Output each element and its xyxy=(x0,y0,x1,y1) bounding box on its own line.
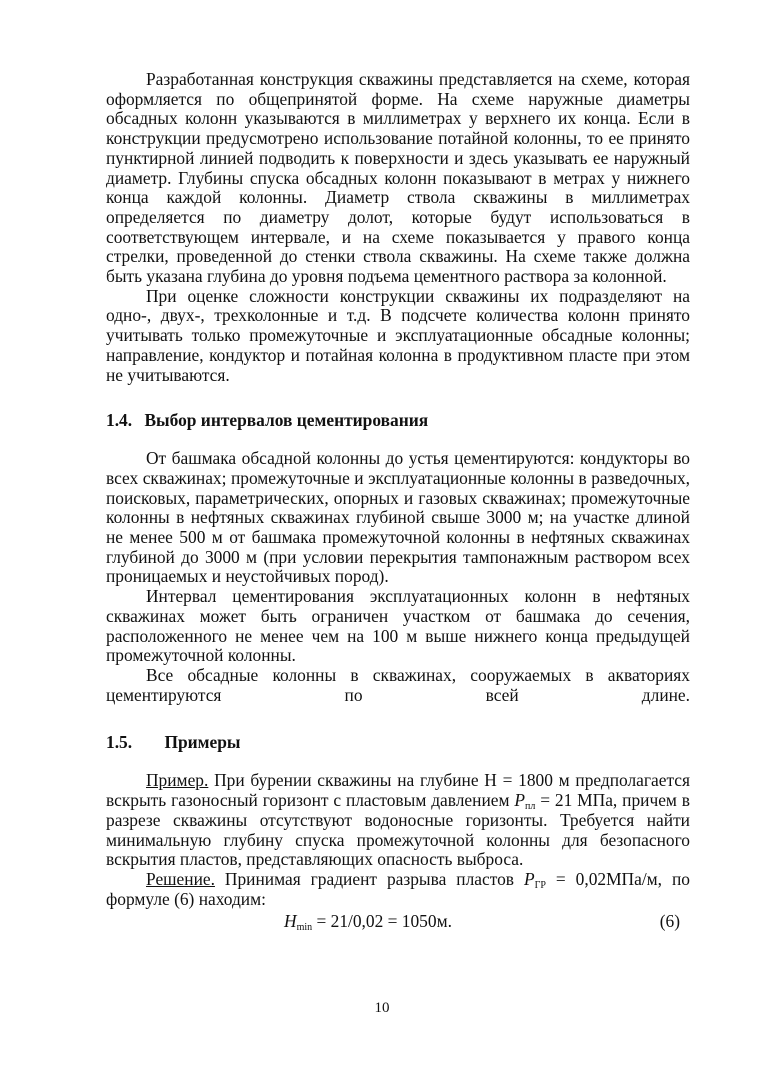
document-page xyxy=(106,70,690,935)
paragraph-solution: Решение. Принимая градиент разрыва пластов $P_{ГР} = 0,02МПа/м$, по формуле (6) находим: xyxy=(106,868,690,909)
paragraph-production-casing: Интервал цементирования эксплуатационных колонн в нефтяных скважинах может быть ограничен участком от башмака до сечения, расположенного не менее чем на 100 м выше нижнего конца предыдущей промежуточной колонны. xyxy=(106,586,690,666)
solution-label: Решение. xyxy=(146,868,215,889)
section-heading-1-5 xyxy=(106,732,690,752)
formula-expression: $H_{min} = 21/0,02 = 1050м$. xyxy=(284,911,452,934)
section-title: Выбор интервалов цементирования xyxy=(144,410,429,431)
pressure-symbol: P xyxy=(514,790,525,811)
paragraph-offshore-wells: Все обсадные колонны в скважинах, сооружаемых в акваториях цементируются по всей длине. xyxy=(106,664,690,705)
paragraph-cementing-intervals: От башмака обсадной колонны до устья цементируются: кондукторы во всех скважинах; промежуточные и эксплуатационные колонны в разведочных, поисковых, параметрических, опорных и газовых скважинах; промежуточные колонны в нефтяных скважинах глубиной свыше 3000 м; на участке длиной не менее 500 м от башмака промежуточной колонны в нефтяных скважинах глубиной до 3000 м (при условии перекрытия тампонажным раствором всех проницаемых и неустойчивых пород). xyxy=(106,448,690,587)
section-number: 1.4. xyxy=(106,410,133,431)
paragraph-example: Пример. При бурении скважины на глубине Н = 1800 м предполагается вскрыть газоносный горизонт с пластовым давлением $P_{пл} = 21$ МПа, причем в разрезе скважины отсутствуют водоносные горизонты. Требуется найти минимальную глубину спуска промежуточной колонны для безопасного вскрытия пластов, представляющих опасность выброса. xyxy=(106,770,691,870)
formula-number: (6) xyxy=(659,911,680,932)
section-title: Примеры xyxy=(164,732,241,753)
example-label: Пример. xyxy=(146,770,209,791)
formula-6 xyxy=(106,909,690,935)
section-number: 1.5. xyxy=(106,732,133,753)
section-heading-1-4 xyxy=(106,410,690,430)
page-number: 10 xyxy=(374,1000,390,1016)
paragraph-complexity: При оценке сложности конструкции скважины их подразделяют на одно-, двух-, трехколонные и т.д. В подсчете количества колонн принято учитывать только промежуточные и эксплуатационные обсадные колонны; направление, кондуктор и потайная колонна в продуктивном пласте при этом не учитываются. xyxy=(106,285,690,385)
paragraph-scheme-description: Разработанная конструкция скважины представляется на схеме, которая оформляется по общепринятой форме. На схеме наружные диаметры обсадных колонн указываются в миллиметрах у верхнего их конца. Если в конструкции предусмотрено использование потайной колонны, то ее принято пунктирной линией подводить к поверхности и здесь указывать ее наружный диаметр. Глубины спуска обсадных колонн показывают в метрах у нижнего конца каждой колонны. Диаметр ствола скважины в миллиметрах определяется по диаметру долот, которые будут использоваться в соответствующем интервале, и на схеме показывается у правого конца стрелки, проведенной до стенки ствола скважины. На схеме также должна быть указана глубина до уровня подъема цементного раствора за колонной. xyxy=(106,69,690,287)
gradient-symbol: P xyxy=(523,868,535,889)
